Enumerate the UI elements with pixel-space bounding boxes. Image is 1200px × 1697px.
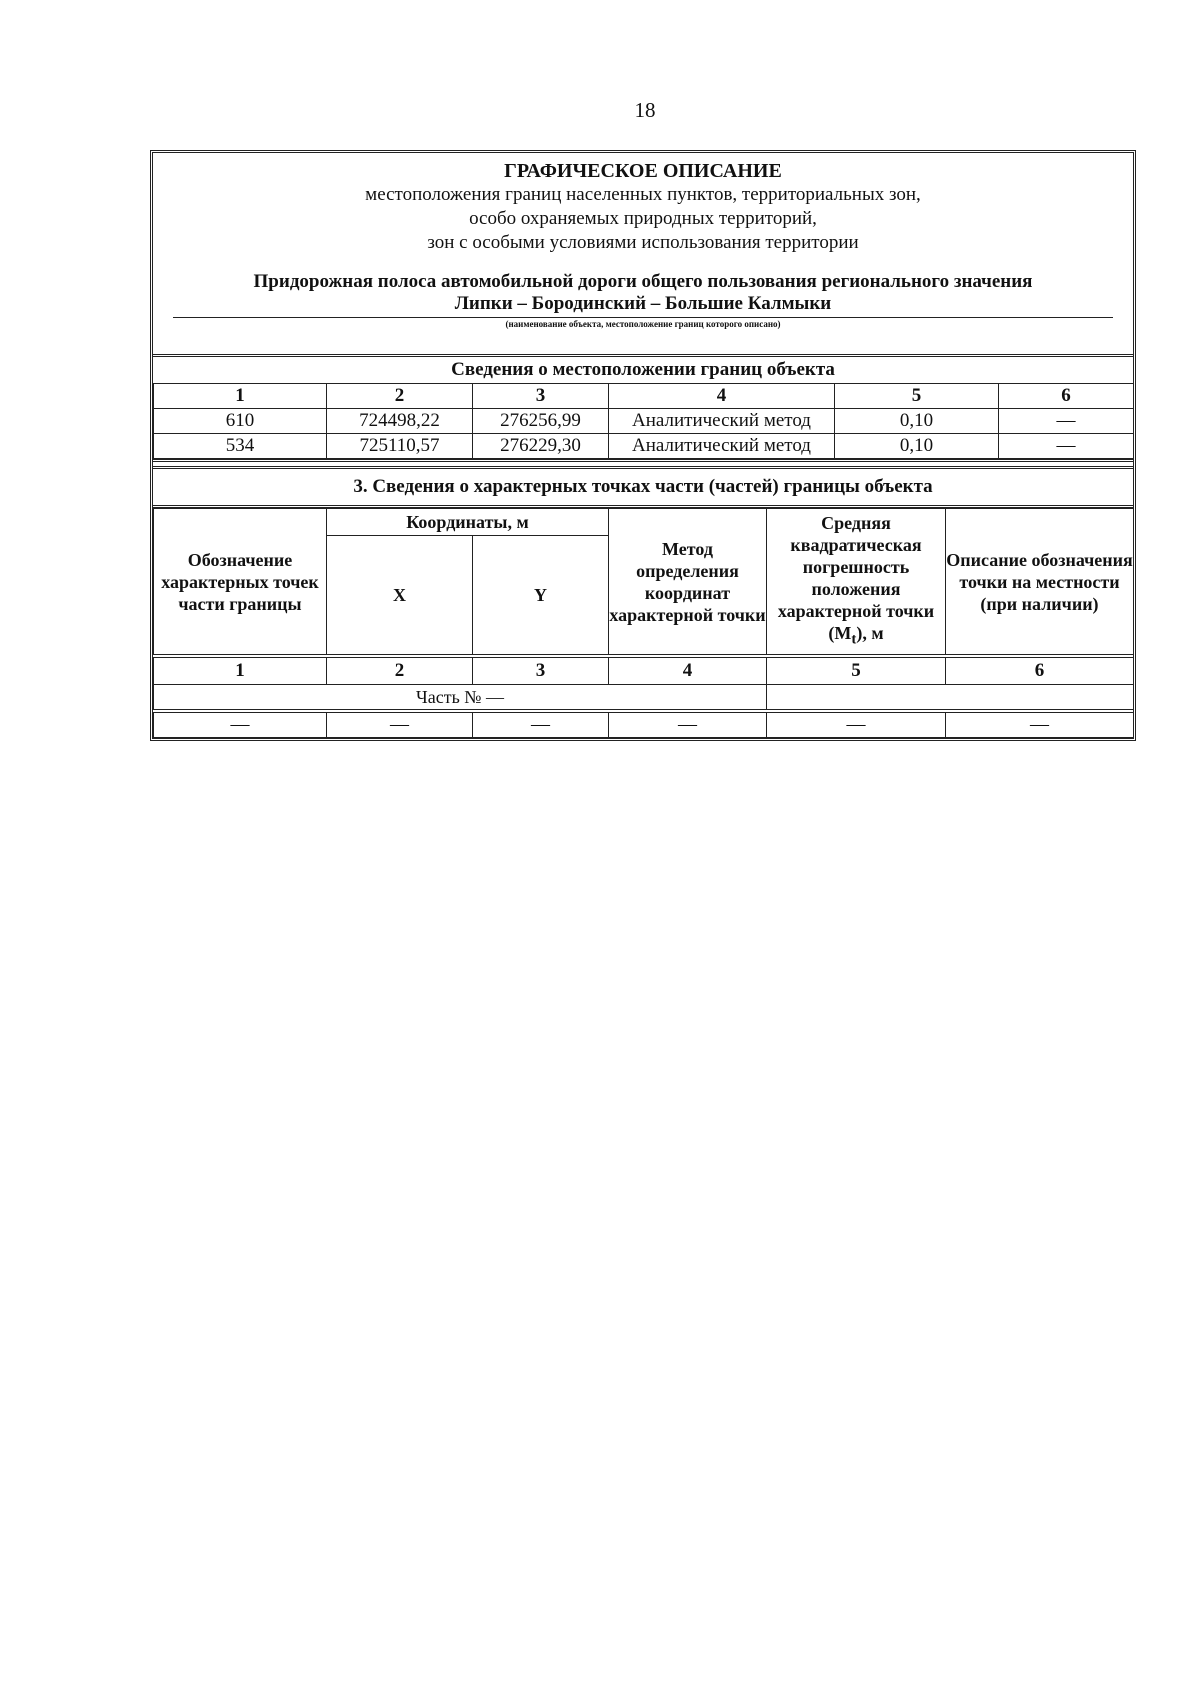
method: Аналитический метод [609,434,835,459]
dash-cell: — [946,713,1134,738]
location-table [153,383,1134,459]
header-row [154,509,1134,536]
error-header-unit: ), м [856,623,884,644]
x-header: X [327,536,473,655]
coord-y: 276256,99 [473,409,609,434]
description: — [999,434,1134,459]
table-row [154,713,1134,738]
dash-cell: — [154,713,327,738]
dash-cell: — [327,713,473,738]
location-section-title: Сведения о местоположении границ объекта [153,354,1133,383]
method-header: Метод определения координат характерной точки [609,509,767,655]
coord-x: 724498,22 [327,409,473,434]
object-name-route: Липки – Бородинский – Большие Калмыки [454,293,832,314]
dash-cell: — [609,713,767,738]
column-number-row [154,658,1134,685]
error: 0,10 [835,434,999,459]
column-number: 1 [154,384,327,409]
column-number: 5 [767,658,946,685]
dash-cell: — [767,713,946,738]
method: Аналитический метод [609,409,835,434]
coordinates-header: Координаты, м [327,509,609,536]
subtitle-line: зон с особыми условиями использования территории [427,232,859,253]
column-number: 3 [473,384,609,409]
column-number: 3 [473,658,609,685]
coord-x: 725110,57 [327,434,473,459]
column-number: 4 [609,658,767,685]
error-header [767,509,946,655]
part-label: Часть № — [154,685,767,710]
column-number: 2 [327,384,473,409]
column-number: 1 [154,658,327,685]
error: 0,10 [835,409,999,434]
point-id: 534 [154,434,327,459]
table-row [154,409,1134,434]
graphic-description-form [150,150,1136,741]
point-id: 610 [154,409,327,434]
error-header-subscript: t [851,631,857,648]
column-number: 5 [835,384,999,409]
coord-y: 276229,30 [473,434,609,459]
part-points-table [153,508,1134,738]
object-name-caption: (наименование объекта, местоположение границ которого описано) [505,319,781,329]
object-name: Придорожная полоса автомобильной дороги общего пользования регионального значения [253,271,1033,292]
column-number: 2 [327,658,473,685]
dash-cell: — [473,713,609,738]
part-row [154,685,1134,710]
column-number-row [154,384,1134,409]
column-number: 6 [999,384,1134,409]
error-header-text: Средняя квадратическая погрешность положения характерной точки (M [777,513,935,644]
subtitle-line: особо охраняемых природных территорий, [469,208,817,229]
form-header [153,153,1133,354]
description: — [999,409,1134,434]
block-separator [153,459,1133,466]
form-title: ГРАФИЧЕСКОЕ ОПИСАНИЕ [504,160,782,182]
y-header: Y [473,536,609,655]
column-number: 4 [609,384,835,409]
column-number: 6 [946,658,1134,685]
description-header: Описание обозначения точки на местности (при наличии) [946,509,1134,655]
part-empty-cell [767,685,1134,710]
subtitle-line: местоположения границ населенных пунктов, территориальных зон, [365,184,921,205]
page-number: 18 [634,98,656,122]
table-row [154,434,1134,459]
section-3-title: 3. Сведения о характерных точках части (частей) границы объекта [153,466,1133,508]
designation-header: Обозначение характерных точек части границы [154,509,327,655]
